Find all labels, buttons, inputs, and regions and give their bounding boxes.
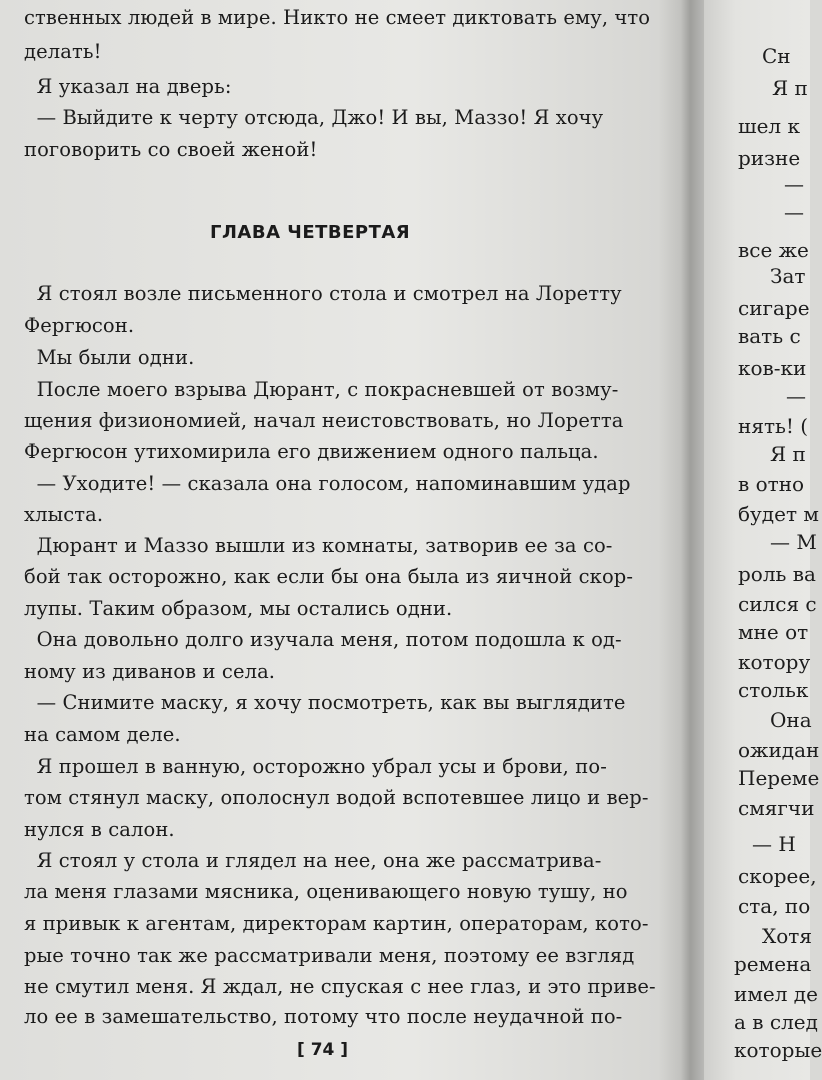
text-fragment: ожидан	[738, 738, 820, 762]
text-line: — Снимите маску, я хочу посмотреть, как вы выглядите	[24, 691, 626, 714]
text-fragment: Она	[770, 708, 812, 732]
right-page	[704, 0, 822, 1080]
text-line: Я прошел в ванную, осторожно убрал усы и брови, по-	[24, 755, 607, 778]
text-fragment: все же	[738, 238, 809, 262]
text-line: Она довольно долго изучала меня, потом подошла к од-	[24, 628, 622, 651]
text-fragment: а в след	[734, 1010, 818, 1034]
text-fragment: Сн	[762, 44, 791, 68]
text-fragment: шел к	[738, 114, 800, 138]
text-fragment: в отно	[738, 472, 805, 496]
text-fragment: —	[786, 384, 806, 408]
text-line: щения физиономией, начал неистовствовать, но Лоретта	[24, 409, 624, 432]
text-fragment: Я п	[772, 76, 808, 100]
text-fragment: котору	[738, 650, 811, 674]
text-line: я привык к агентам, директорам картин, операторам, кото-	[24, 912, 649, 935]
text-line: Я указал на дверь:	[24, 75, 232, 98]
text-line: Я стоял у стола и глядел на нее, она же рассматрива-	[24, 849, 602, 872]
text-line: поговорить со своей женой!	[24, 138, 318, 161]
text-fragment: —	[784, 172, 804, 196]
text-line: — Уходите! — сказала она голосом, напоминавшим удар	[24, 472, 631, 495]
text-line: ло ее в замешательство, потому что после неудачной по-	[24, 1005, 623, 1028]
text-fragment: имел де	[734, 982, 818, 1006]
text-fragment: —	[784, 200, 804, 224]
text-line: хлыста.	[24, 503, 104, 526]
text-line: Дюрант и Маззо вышли из комнаты, затворив ее за со-	[24, 534, 613, 557]
chapter-heading: ГЛАВА ЧЕТВЕРТАЯ	[210, 222, 411, 243]
text-fragment: Я п	[770, 442, 806, 466]
book-gutter	[680, 0, 706, 1080]
page-number: [ 74 ]	[297, 1040, 349, 1060]
text-fragment: сился с	[738, 592, 817, 616]
text-line: на самом деле.	[24, 723, 181, 746]
text-fragment: Переме	[738, 766, 820, 790]
text-fragment: смягчи	[738, 796, 815, 820]
text-fragment: ризне	[738, 146, 801, 170]
text-fragment: скорее,	[738, 864, 817, 888]
text-line: — Выйдите к черту отсюда, Джо! И вы, Маззо! Я хочу	[24, 106, 604, 129]
text-line: ственных людей в мире. Никто не смеет диктовать ему, что	[24, 6, 651, 29]
text-line: ному из диванов и села.	[24, 660, 276, 683]
text-fragment: вать с	[738, 324, 801, 348]
text-line: Фергюсон.	[24, 314, 135, 337]
text-fragment: нять! (	[738, 414, 809, 438]
text-line: рые точно так же рассматривали меня, поэтому ее взгляд	[24, 944, 635, 967]
text-fragment: роль ва	[738, 562, 816, 586]
text-line: нулся в салон.	[24, 818, 175, 841]
text-fragment: которые	[734, 1038, 822, 1062]
text-fragment: Хотя	[762, 924, 812, 948]
text-fragment: ков-ки	[738, 356, 807, 380]
text-fragment: сигаре	[738, 296, 810, 320]
text-line: том стянул маску, ополоснул водой вспотевшее лицо и вер-	[24, 786, 649, 809]
text-line: ла меня глазами мясника, оценивающего новую тушу, но	[24, 880, 628, 903]
text-line: делать!	[24, 40, 102, 63]
text-fragment: будет м	[738, 502, 819, 526]
text-fragment: ремена	[734, 952, 812, 976]
text-fragment: — М	[770, 530, 817, 554]
text-fragment: — Н	[752, 832, 796, 856]
text-fragment: стольк	[738, 678, 809, 702]
text-line: Мы были одни.	[24, 346, 195, 369]
text-fragment: Зат	[770, 264, 806, 288]
text-line: не смутил меня. Я ждал, не спуская с нее глаз, и это приве-	[24, 975, 656, 998]
text-line: После моего взрыва Дюрант, с покрасневшей от возму-	[24, 378, 619, 401]
text-line: Я стоял возле письменного стола и смотрел на Лоретту	[24, 282, 622, 305]
text-line: бой так осторожно, как если бы она была из яичной скор-	[24, 565, 634, 588]
text-fragment: ста, по	[738, 894, 811, 918]
text-line: лупы. Таким образом, мы остались одни.	[24, 597, 453, 620]
text-line: Фергюсон утихомирила его движением одного пальца.	[24, 440, 599, 463]
text-fragment: мне от	[738, 620, 809, 644]
